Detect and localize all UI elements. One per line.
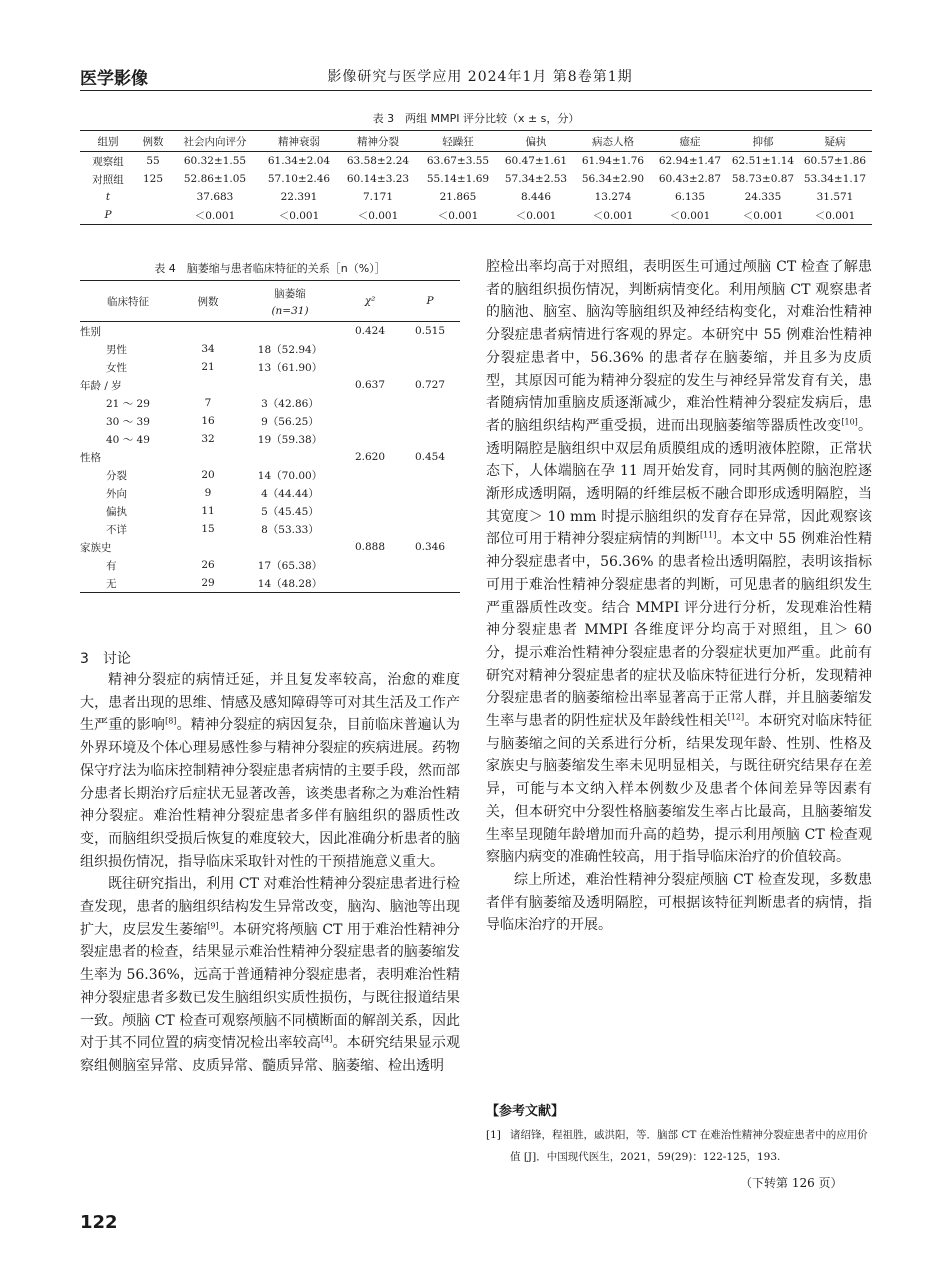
- table-cell: [400, 430, 460, 448]
- table-cell: 63.58±2.24: [346, 155, 410, 167]
- table-row: [80, 466, 460, 484]
- table-row: [80, 206, 872, 225]
- table-row: [80, 538, 460, 556]
- table-cell: ＜0.001: [260, 206, 338, 225]
- table-cell: [176, 538, 240, 556]
- t4-header-atrophy: [240, 281, 340, 322]
- table-cell: 60.43±2.87: [658, 173, 722, 185]
- table-cell: 61.94±1.76: [581, 155, 645, 167]
- table-row: [80, 574, 460, 593]
- table-cell: [400, 340, 460, 358]
- table-cell: 家族史: [80, 541, 112, 554]
- table-cell: ＜0.001: [652, 206, 728, 225]
- table-cell: 0.727: [414, 379, 446, 391]
- table-cell: 对照组: [92, 173, 124, 186]
- table-cell: 125: [142, 173, 164, 185]
- table-cell: 31.571: [816, 191, 854, 203]
- table-cell: [240, 322, 340, 341]
- table-cell: [400, 358, 460, 376]
- table-cell: 2.620: [354, 451, 386, 463]
- table-cell: 0.637: [354, 379, 386, 391]
- table-cell: 15: [201, 523, 215, 535]
- text-run: 。精神分裂症的病因复杂，目前临床普遍认为外界环境及个体心理易感性参与精神分裂症的疾病进展。药物保守疗法为临床控制精神分裂症患者病情的主要手段，然而部分患者长期治疗后症状无显著改善，该类患者称之为难治性精神分裂症。难治性精神分裂症患者多伴有脑组织的器质性改变，而脑组织受损后恢复的难度较大，因此准确分析患者的脑组织损伤情况，指导临床采取针对性的干预措施意义重大。: [80, 717, 461, 870]
- table-cell: 32: [201, 433, 215, 445]
- table-cell: [176, 448, 240, 466]
- table-cell: 21 ～ 29: [106, 397, 150, 410]
- table-cell: 60.47±1.61: [504, 155, 568, 167]
- table-cell: 6.135: [674, 191, 706, 203]
- table-cell: 8.446: [520, 191, 552, 203]
- table-row: [80, 170, 872, 188]
- citation: [9]: [207, 921, 219, 931]
- table-cell: 26: [201, 559, 215, 571]
- text-run: 。本研究对临床特征与脑萎缩之间的关系进行分析，结果发现年龄、性别、性格及家族史与脑萎缩发生率未见明显相关，与既往研究结果存在差异，可能与本文纳入样本例数少及患者个体间差异等因素有关，但本研究中分裂性格脑萎缩发生率占比最高，且脑萎缩发生率呈现随年龄增加而升高的趋势，提示利用颅脑 CT 检查观察脑内病变的准确性较高，用于指导临床治疗的价值较高。: [486, 713, 873, 866]
- table-cell: [400, 520, 460, 538]
- table-cell: 55.14±1.69: [426, 173, 490, 185]
- table-cell: 53.34±1.17: [803, 173, 867, 185]
- page-number: 122: [80, 1212, 118, 1233]
- table-cell: 分裂: [106, 469, 127, 482]
- table-cell: 55: [146, 155, 160, 167]
- table-cell: 20: [201, 469, 215, 481]
- table-cell: [400, 574, 460, 593]
- table-cell: 偏执: [106, 505, 127, 518]
- text-run: 。本研究结果显示观察组侧脑室异常、皮质异常、髓质异常、脑萎缩、检出透明: [80, 1035, 461, 1074]
- t4-header-p: P: [400, 281, 460, 322]
- table-cell: [340, 430, 400, 448]
- t3-header-depression: 抑郁: [728, 131, 798, 152]
- text-run: 。透明隔腔是脑组织中双层角质膜组成的透明液体腔隙，正常状态下，人体端脑在孕 11 周开始发育，同时其两侧的脑泡腔逐渐形成透明隔，透明隔的纤维层板不融合即形成透明隔腔，当其宽度＞ 10 mm 时提示脑组织的发育存在异常，因此观察该部位可用于精神分裂症病情的判断: [486, 417, 873, 548]
- table-cell: 5（45.45）: [261, 505, 319, 518]
- table-cell: [400, 394, 460, 412]
- table-cell: 21: [201, 361, 215, 373]
- page-header: [80, 62, 872, 91]
- table-cell: 4（44.44）: [261, 487, 319, 500]
- citation: [12]: [727, 712, 745, 722]
- paragraph: [80, 873, 460, 1077]
- t3-header-psychasthenia: 精神衰弱: [260, 131, 338, 152]
- right-column: [486, 256, 872, 937]
- table-cell: [400, 556, 460, 574]
- table-row: [80, 430, 460, 448]
- table-cell: 62.94±1.47: [658, 155, 722, 167]
- table-cell: [176, 376, 240, 394]
- table-cell: 9: [204, 487, 212, 499]
- table-cell: [340, 520, 400, 538]
- table-cell: 16: [201, 415, 215, 427]
- t3-header-hypomania: 轻躁狂: [418, 131, 498, 152]
- reference-number: [1]: [486, 1129, 501, 1141]
- table-cell: [240, 448, 340, 466]
- table-cell: 13.274: [594, 191, 632, 203]
- t4-header-atrophy-label: 脑萎缩: [274, 287, 306, 300]
- table-row: [80, 376, 460, 394]
- table-cell: ＜0.001: [338, 206, 418, 225]
- table-cell: [340, 340, 400, 358]
- text-run: 综上所述，难治性精神分裂症颅脑 CT 检查发现，多数患者伴有脑萎缩及透明隔腔，可根据该特征判断患者的病情，指导临床治疗的开展。: [486, 871, 872, 934]
- table-cell: 30 ～ 39: [106, 415, 150, 428]
- table4-atrophy-features: [80, 280, 460, 593]
- table-cell: 60.14±3.23: [346, 173, 410, 185]
- table3-caption: 表 3 两组 MMPI 评分比较（x ± s，分）: [372, 112, 580, 125]
- table-cell: 63.67±3.55: [426, 155, 490, 167]
- table-cell: 9（56.25）: [261, 415, 319, 428]
- journal-section-label: 医学影像: [80, 69, 148, 89]
- table4-header-row: [80, 281, 460, 322]
- journal-issue-info: 影像研究与医学应用 2024年1月 第8卷第1期: [327, 69, 633, 85]
- table-cell: 11: [201, 505, 215, 517]
- table-row: [80, 412, 460, 430]
- t3-header-group: 组别: [80, 131, 136, 152]
- t3-header-psychopathic: 病态人格: [574, 131, 652, 152]
- table-cell: 19（59.38）: [257, 433, 323, 446]
- text-run: 。本研究将颅脑 CT 用于难治性精神分裂症患者的检查，结果显示难治性精神分裂症患者的脑萎缩发生率为 56.36%，远高于普通精神分裂症患者，表明难治性精神分裂症患者多数已发生脑组织实质性损伤，与既往报道结果一致。颅脑 CT 检查可观察颅脑不同横断面的解剖关系，因此对于其不同位置的病变情况检出率较高: [80, 921, 461, 1052]
- table-cell: 男性: [106, 343, 127, 356]
- table-row: [80, 556, 460, 574]
- table-cell: ＜0.001: [728, 206, 798, 225]
- table-cell: 57.10±2.46: [267, 173, 331, 185]
- table-cell: 22.391: [280, 191, 318, 203]
- t3-header-schizophrenia: 精神分裂: [338, 131, 418, 152]
- text-run: 。本文中 55 例难治性精神分裂症患者中，56.36% 的患者检出透明隔腔，表明该指标可用于难治性精神分裂症患者的判断，可见患者的脑组织发生严重器质性改变。结合 MMPI 评分进行分析，发现难治性精神分裂症患者 MMPI 各维度评分均高于对照组，且＞ 60 分，提示难治性精神分裂症患者的分裂症状更加严重。此前有研究对精神分裂症患者的症状及临床特征进行分析，发现精神分裂症患者的脑萎缩检出率显著高于正常人群，并且脑萎缩发生率与患者的阴性症状及年龄线性相关: [486, 531, 873, 730]
- t4-header-feature: 临床特征: [80, 281, 176, 322]
- table-cell: 18（52.94）: [257, 343, 323, 356]
- table-cell: 7: [204, 397, 212, 409]
- table-cell: ＜0.001: [798, 206, 872, 225]
- table-cell: ＜0.001: [170, 206, 260, 225]
- citation: [4]: [321, 1034, 333, 1044]
- table-row: [80, 152, 872, 171]
- table-cell: 40 ～ 49: [106, 433, 150, 446]
- table-cell: [340, 574, 400, 593]
- table-cell: 24.335: [744, 191, 782, 203]
- reference-text: 诸绍锋，程祖胜，戚洪阳，等．脑部 CT 在难治性精神分裂症患者中的应用价值 [J]．中国现代医生，2021，59(29)：122-125，193.: [510, 1129, 868, 1163]
- table-row: [80, 358, 460, 376]
- table-cell: 29: [176, 574, 240, 593]
- paragraph: [486, 869, 872, 937]
- table-cell: 性格: [80, 451, 101, 464]
- table-row: [80, 322, 460, 341]
- table-cell: [340, 358, 400, 376]
- t3-header-hypochondria: 疑病: [798, 131, 872, 152]
- table-cell: [340, 484, 400, 502]
- table3-mmpi-scores: [80, 130, 872, 225]
- table-cell: [400, 502, 460, 520]
- table4-body: [80, 322, 460, 593]
- table-cell: [400, 412, 460, 430]
- text-run: 腔检出率均高于对照组，表明医生可通过颅脑 CT 检查了解患者的脑组织损伤情况，判断病情变化。利用颅脑 CT 观察患者的脑池、脑室、脑沟等脑组织及神经结构变化，对难治性精神分裂症患者病情进行客观的界定。本研究中 55 例难治性精神分裂症患者中，56.36% 的患者存在脑萎缩，并且多为皮质型，其原因可能为精神分裂症的发生与神经异常发育有关，患者随病情加重脑皮质逐渐减少，难治性精神分裂症发病后，患者的脑组织结构严重受损，进而出现脑萎缩等器质性改变: [486, 259, 872, 434]
- table-cell: 8（53.33）: [261, 523, 319, 536]
- text-run: 既往研究指出，利用 CT 对难治性精神分裂症患者进行检查发现，患者的脑组织结构发生异常改变，脑沟、脑池等出现扩大，皮层发生萎缩: [80, 876, 460, 938]
- t3-header-hysteria: 癔症: [652, 131, 728, 152]
- table-cell: ＜0.001: [574, 206, 652, 225]
- table-cell: 57.34±2.53: [504, 173, 568, 185]
- table-cell: 17（65.38）: [257, 559, 323, 572]
- table-cell: 60.57±1.86: [803, 155, 867, 167]
- table-cell: 不详: [106, 523, 127, 536]
- table-cell: [340, 412, 400, 430]
- citation: [10]: [841, 417, 858, 427]
- t4-header-count: 例数: [176, 281, 240, 322]
- table-row: [80, 448, 460, 466]
- table4-caption: 表 4 脑萎缩与患者临床特征的关系［n（%）］: [154, 262, 386, 275]
- table-cell: 女性: [106, 361, 127, 374]
- table-cell: [340, 502, 400, 520]
- t4-header-chi-square: χ²: [340, 281, 400, 322]
- table-row: [80, 484, 460, 502]
- t3-header-paranoia: 偏执: [498, 131, 574, 152]
- table-cell: 58.73±0.87: [731, 173, 795, 185]
- table-cell: 34: [201, 343, 215, 355]
- paragraph: [80, 669, 460, 873]
- table-cell: 外向: [106, 487, 127, 500]
- table-cell: 无: [80, 574, 176, 593]
- table-cell: [136, 206, 170, 225]
- table-cell: 0.454: [414, 451, 446, 463]
- table-row: [80, 520, 460, 538]
- table3-header-row: [80, 131, 872, 152]
- table-cell: ＜0.001: [498, 206, 574, 225]
- table-cell: 性别: [80, 325, 101, 338]
- table-cell: 37.683: [196, 191, 234, 203]
- table-cell: [240, 538, 340, 556]
- table-cell: 56.34±2.90: [581, 173, 645, 185]
- table-cell: [340, 466, 400, 484]
- table-row: [80, 340, 460, 358]
- table-cell: 14（70.00）: [257, 469, 323, 482]
- table-row: [80, 188, 872, 206]
- citation: [11]: [699, 530, 717, 540]
- table-cell: [176, 322, 240, 341]
- table-cell: P: [80, 206, 136, 225]
- continued-note: （下转第 126 页）: [740, 1176, 843, 1190]
- t3-header-count: 例数: [136, 131, 170, 152]
- table-cell: 观察组: [92, 155, 124, 168]
- table-cell: 3（42.86）: [261, 397, 319, 410]
- text-run: 精神分裂症的病情迁延，并且复发率较高，治愈的难度大，患者出现的思维、情感及感知障碍等可对其生活及工作产生严重的影响: [80, 672, 460, 734]
- paragraph: [486, 256, 872, 869]
- table-cell: 60.32±1.55: [183, 155, 247, 167]
- table-cell: 有: [106, 559, 117, 572]
- table-cell: [340, 556, 400, 574]
- table-cell: 0.888: [354, 541, 386, 553]
- table-cell: 62.51±1.14: [731, 155, 795, 167]
- table-cell: [136, 188, 170, 206]
- table-cell: 14（48.28）: [240, 574, 340, 593]
- citation: [8]: [165, 716, 177, 726]
- table-cell: [240, 376, 340, 394]
- table-row: [80, 394, 460, 412]
- table-cell: t: [105, 191, 111, 203]
- table-cell: [400, 466, 460, 484]
- left-column: [80, 669, 460, 1078]
- table-cell: [400, 484, 460, 502]
- table-cell: 13（61.90）: [257, 361, 323, 374]
- table-row: [80, 502, 460, 520]
- table-cell: 0.424: [354, 325, 386, 337]
- table-cell: 61.34±2.04: [267, 155, 331, 167]
- table-cell: ＜0.001: [418, 206, 498, 225]
- references-title: 【参考文献】: [486, 1104, 565, 1119]
- table-cell: 0.515: [414, 325, 446, 337]
- t4-header-atrophy-n: (n=31): [271, 304, 309, 317]
- t3-header-social: 社会内向评分: [170, 131, 260, 152]
- table-cell: [340, 394, 400, 412]
- table-cell: 年龄 / 岁: [80, 379, 122, 392]
- table-cell: 52.86±1.05: [183, 173, 247, 185]
- section-heading: 3 讨论: [80, 651, 131, 667]
- table-cell: 0.346: [414, 541, 446, 553]
- table-cell: 21.865: [439, 191, 477, 203]
- table-cell: 7.171: [362, 191, 394, 203]
